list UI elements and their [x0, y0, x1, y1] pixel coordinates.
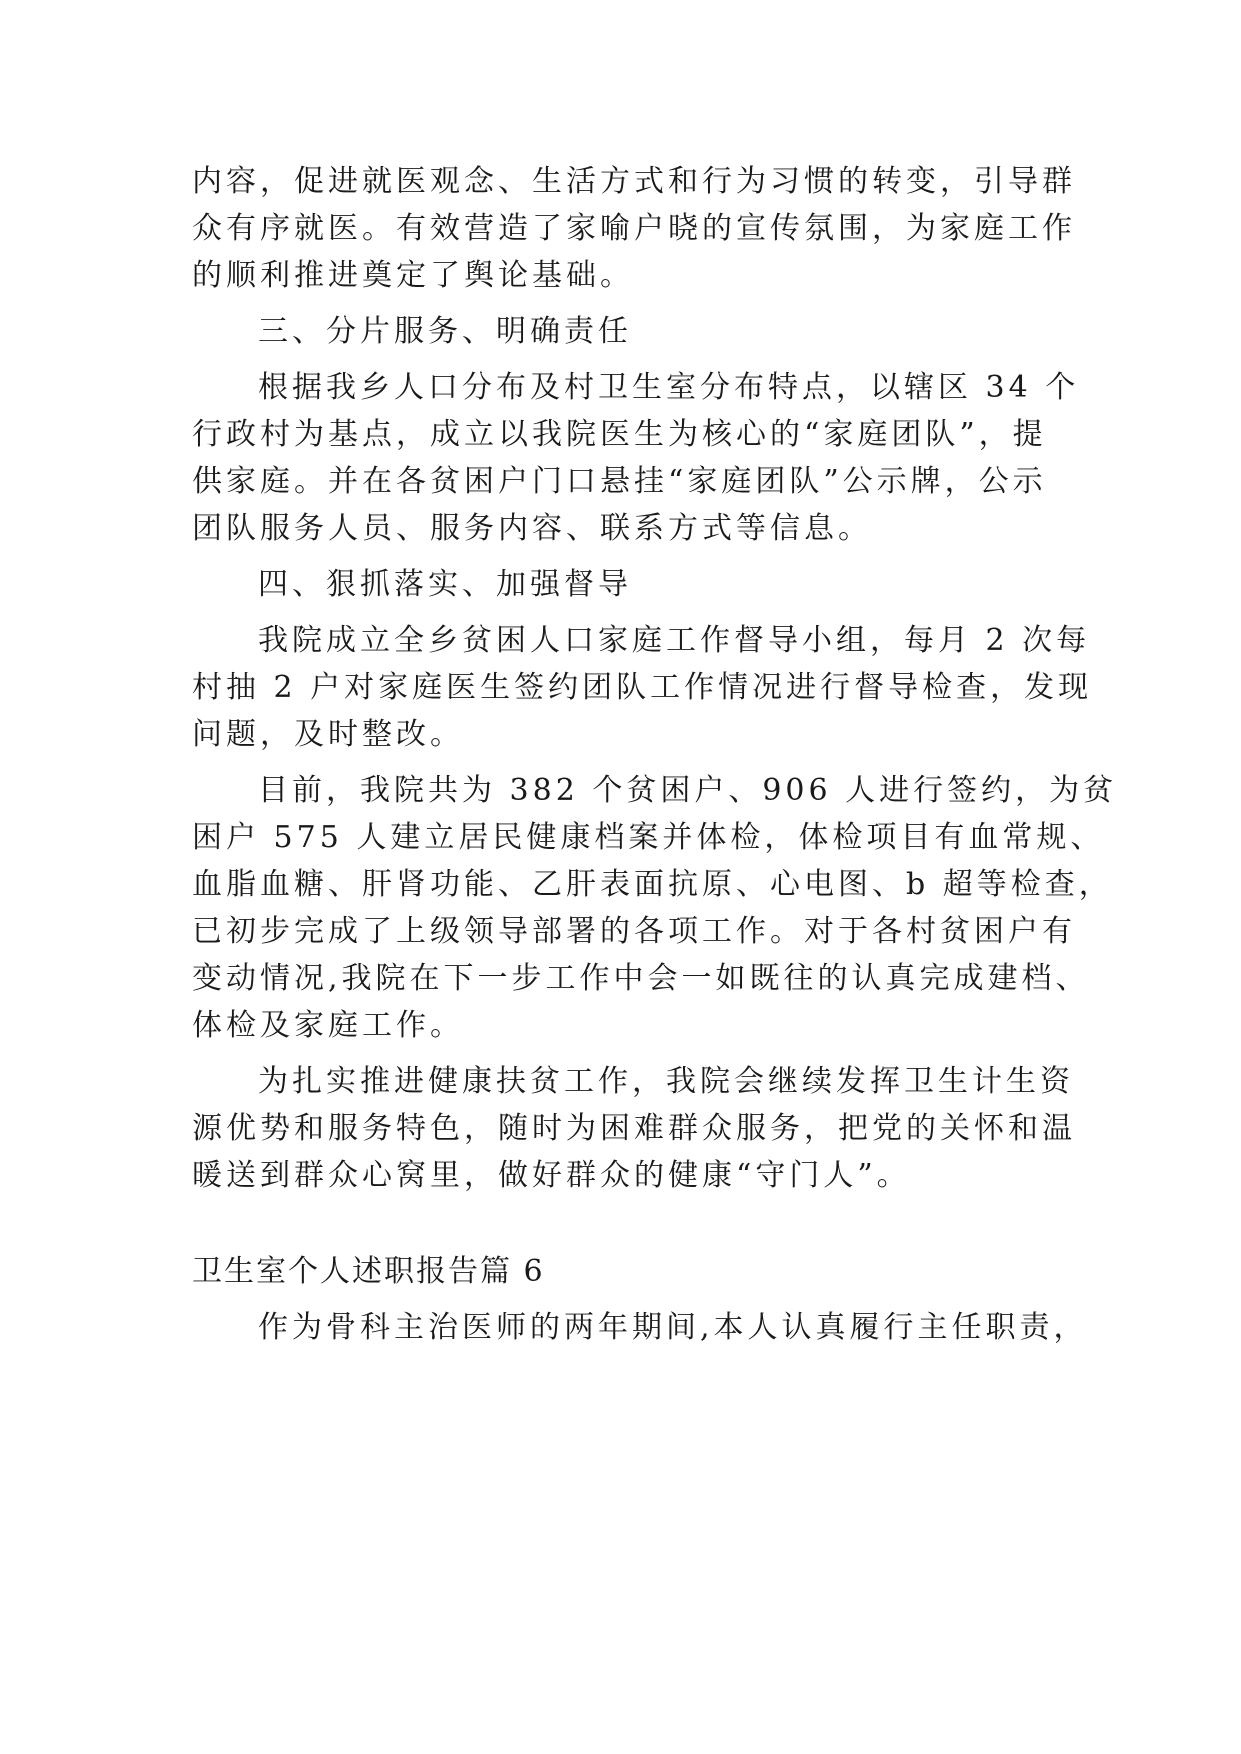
text-line: 问题，及时整改。 [192, 717, 464, 752]
text-line: 已初步完成了上级领导部署的各项工作。对于各村贫困户有 [192, 914, 1076, 949]
paragraph-outlook [192, 1058, 1076, 1199]
text-line: 为扎实推进健康扶贫工作，我院会继续发挥卫生计生资 [258, 1064, 1074, 1099]
text-line: 众有序就医。有效营造了家喻户晓的宣传氛围，为家庭工作 [192, 211, 1076, 246]
report-heading: 卫生室个人述职报告篇 6 [192, 1254, 545, 1289]
text-line: 团队服务人员、服务内容、联系方式等信息。 [192, 511, 872, 546]
text-line: 的顺利推进奠定了舆论基础。 [192, 258, 634, 293]
section-heading-3: 三、分片服务、明确责任 [258, 314, 632, 349]
paragraph-supervision [192, 617, 1093, 758]
text-line: 血脂血糖、肝肾功能、乙肝表面抗原、心电图、b 超等检查， [192, 867, 1113, 902]
text-line: 困户 575 人建立居民健康档案并体检，体检项目有血常规、 [192, 820, 1105, 855]
text-line: 内容，促进就医观念、生活方式和行为习惯的转变，引导群 [192, 164, 1076, 199]
text-line: 供家庭。并在各贫困户门口悬挂“家庭团队”公示牌，公示 [192, 464, 1047, 499]
text-line: 源优势和服务特色，随时为困难群众服务，把党的关怀和温 [192, 1111, 1076, 1146]
text-line: 体检及家庭工作。 [192, 1008, 464, 1043]
text-line: 根据我乡人口分布及村卫生室分布特点，以辖区 34 个 [258, 370, 1080, 405]
paragraph-team-service [192, 364, 1080, 552]
text-line: 作为骨科主治医师的两年期间,本人认真履行主任职责， [258, 1310, 1088, 1345]
paragraph-continued [192, 158, 1076, 299]
text-line: 暖送到群众心窝里，做好群众的健康“守门人”。 [192, 1158, 911, 1193]
text-line: 行政村为基点，成立以我院医生为核心的“家庭团队”，提 [192, 417, 1047, 452]
text-line: 目前，我院共为 382 个贫困户、906 人进行签约，为贫 [258, 773, 1118, 808]
document-body [192, 158, 1118, 1351]
text-line: 我院成立全乡贫困人口家庭工作督导小组，每月 2 次每 [258, 623, 1091, 658]
section-heading-4: 四、狠抓落实、加强督导 [258, 567, 632, 602]
paragraph-current-status [192, 767, 1118, 1049]
text-line: 变动情况,我院在下一步工作中会一如既往的认真完成建档、 [192, 961, 1090, 996]
paragraph-report-intro [192, 1304, 1088, 1351]
text-line: 村抽 2 户对家庭医生签约团队工作情况进行督导检查，发现 [192, 670, 1093, 705]
